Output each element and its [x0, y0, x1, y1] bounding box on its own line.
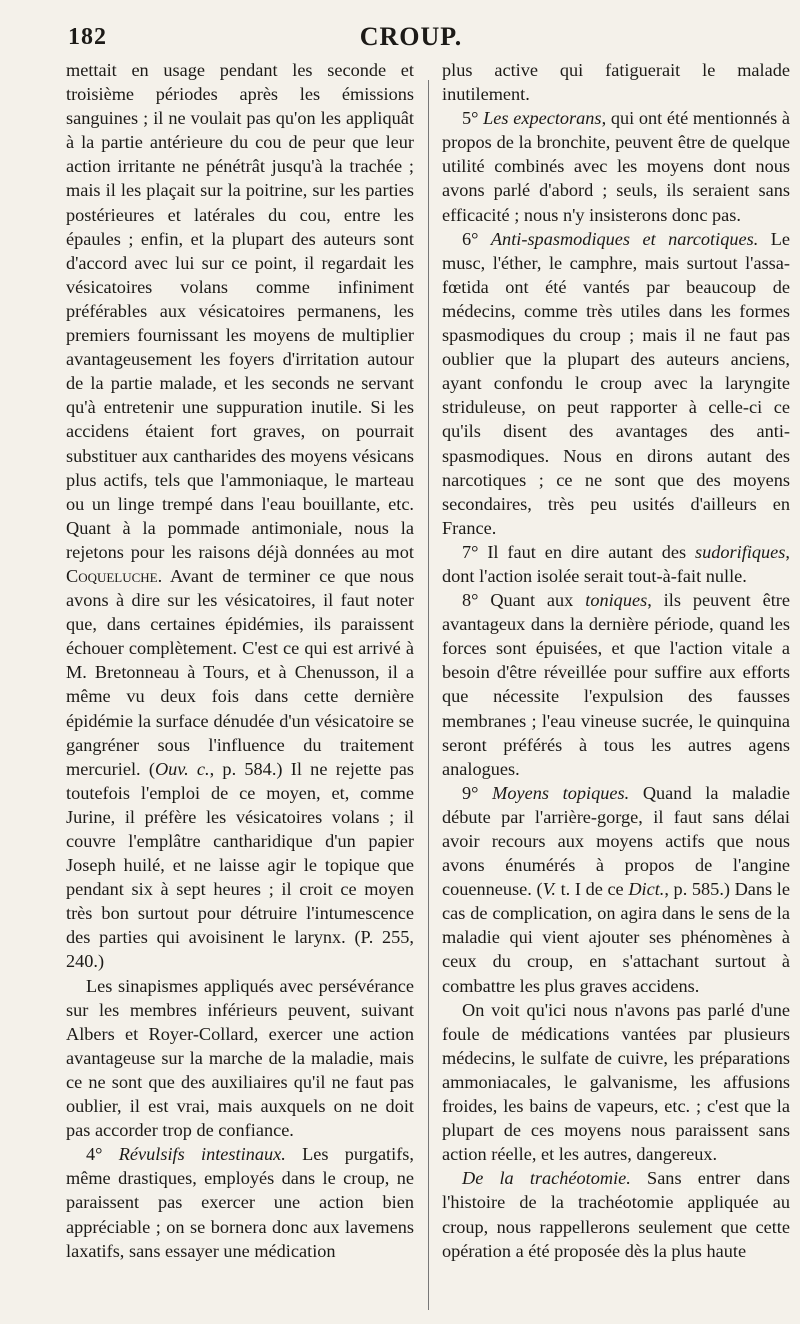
text-run: Sans entrer dans l'histoire de la trachéotomie appliquée au croup, nous rappellerons seulement que cette opération a été proposée dès la plus haute — [442, 1168, 790, 1261]
text-run: , dont l'action isolée serait tout-à-fait nulle. — [442, 541, 790, 586]
citation-ref: Ouv. c. — [154, 758, 210, 779]
citation-ref: Dict. — [628, 879, 665, 900]
section-heading: toniques — [585, 590, 648, 611]
section-number: 6° — [462, 228, 479, 249]
right-column — [442, 58, 790, 1263]
left-column — [66, 58, 414, 1263]
section-heading: Moyens topiques. — [492, 782, 630, 803]
section-number: 7° — [462, 541, 479, 562]
text-run: , p. 584.) Il ne rejette pas toutefois l'emploi de ce moyen, et, comme Jurine, il préfère les vésicatoires volans ; il couvre l'emplâtre cantharidique d'un papier Joseph huilé, et ne laisse agir le topique que pendant six à sept heures ; il croit ce moyen très bon surtout pour détruire l'intumescence des parties qui avoisinent le larynx. (P. 255, 240.) — [66, 758, 414, 972]
cross-reference-term: Coqueluche — [66, 565, 158, 586]
text-run: mettait en usage pendant les seconde et troisième périodes après les émissions sanguines ; il ne voulait pas qu'on les appliquât à la partie antérieure du cou de peur que leur action irritante ne pénétrât jusqu'à la trachée ; mais il les plaçait sur la poitrine, sur les parties postérieures et latérales du cou, entre les épaules ; enfin, et la plupart des auteurs sont d'accord avec lui sur ce point, il regardait les vésicatoires volans comme infiniment préférables aux vésicatoires permanens, les premiers fournissant les moyens de multiplier avantageusement les foyers d'irritation autour de la partie malade, et les seconds ne servant qu'à entretenir une suppuration inutile. Si les accidens étaient fort graves, on pourrait substituer aux cantharides des moyens vésicans plus actifs, tels que l'ammoniaque, le marteau ou un linge trempé dans l'eau bouillante, etc. Quant à la pommade antimoniale, nous la rejetons pour les raisons déjà données au mot — [66, 60, 414, 562]
text-run: t. I de ce — [555, 879, 629, 900]
section-heading: De la trachéotomie. — [462, 1168, 631, 1189]
text-run: plus active qui fatiguerait le malade inutilement. — [442, 60, 790, 105]
section-heading: sudorifiques — [695, 541, 786, 562]
paragraph-topiques — [442, 781, 790, 998]
text-run: Il faut en dire autant des — [478, 541, 696, 562]
paragraph-sudorifiques — [442, 540, 790, 588]
text-run: Les sinapismes appliqués avec persévérance sur les membres inférieurs peuvent, suivant Albers et Royer-Collard, exercer une action avantageuse sur la marche de la maladie, mais ce ne sont que des auxiliaires qu'il ne faut pas oublier, il est vrai, mais auxquels on ne doit pas accorder trop de confiance. — [66, 975, 414, 1141]
section-heading: Révulsifs intestinaux. — [118, 1144, 286, 1165]
text-run: Quant aux — [478, 590, 586, 611]
text-run: On voit qu'ici nous n'avons pas parlé d'une foule de médications vantées par plusieurs médecins, le sulfate de cuivre, les préparations ammoniacales, le galvanisme, les affusions froides, les bains de vapeurs, etc. ; c'est que la plupart de ces moyens nous paraissent sans action réelle, et les autres, dangereux. — [442, 999, 790, 1165]
page-header — [68, 18, 754, 58]
text-run: , p. 585.) Dans le cas de complication, on agira dans le sens de la maladie qui vient ajouter ses phénomènes à ceux du croup, en s'attachant surtout à combattre les plus graves accidens. — [442, 879, 790, 996]
column-divider — [428, 80, 429, 1310]
paragraph-tracheotomie — [442, 1166, 790, 1262]
running-title: CROUP. — [359, 22, 463, 51]
section-number: 4° — [86, 1144, 103, 1165]
section-number: 8° — [462, 590, 479, 611]
section-heading: Anti-spasmodiques et narcotiques. — [490, 228, 759, 249]
page-number: 182 — [68, 24, 107, 50]
paragraph-medications — [442, 998, 790, 1167]
paragraph-revulsifs — [66, 1142, 414, 1262]
paragraph-sinapismes — [66, 974, 414, 1143]
text-run: Les purgatifs, même drastiques, employés dans le croup, ne paraissent pas exercer une action bien appréciable ; on se bornera donc aux lavemens laxatifs, sans essayer une médication — [66, 1144, 414, 1261]
citation-ref: V. — [542, 879, 556, 900]
text-run: , qui ont été mentionnés à propos de la bronchite, peuvent être de quelque utilité combinés avec les moyens dont nous avons parlé d'abord ; seuls, ils seraient sans efficacité ; nous n'y insisterons donc pas. — [442, 108, 790, 225]
text-run: Quand la maladie débute par l'arrière-gorge, il faut sans délai avoir recours aux moyens actifs que nous avons énumérés à propos de l'angine couenneuse. ( — [442, 782, 790, 900]
paragraph-anti-spasmodiques — [442, 227, 790, 540]
paragraph-vesicatoires — [66, 58, 414, 974]
section-number: 9° — [462, 782, 479, 803]
paragraph-expectorans — [442, 106, 790, 226]
text-run: Le musc, l'éther, le camphre, mais surtout l'assa-fœtida ont été vantés par beaucoup de médecins, comme très utiles dans les formes spasmodiques du croup ; mais il ne faut pas oublier que la plupart des auteurs anciens, ayant confondu le croup avec la laryngite striduleuse, on peut rapporter à celle-ci ce qu'ils disent des avantages des anti-spasmodiques. Nous en dirons autant des narcotiques ; ce ne sont que des moyens secondaires, très peu usités d'ailleurs en France. — [442, 228, 790, 538]
paragraph-continuation — [442, 58, 790, 106]
section-heading: Les expectorans — [483, 108, 602, 129]
paragraph-toniques — [442, 588, 790, 781]
text-run: . Avant de terminer ce que nous avons à dire sur les vésicatoires, il faut noter que, dans certaines épidémies, ils paraissent échouer complètement. C'est ce qui est arrivé à M. Bretonneau à Tours, et à Chenusson, il a même vu deux fois dans cette dernière épidémie la surface dénudée d'un vésicatoire se gangréner sous l'influence du traitement mercuriel. ( — [66, 565, 414, 779]
text-run: , ils peuvent être avantageux dans la dernière période, quand les forces sont épuisées, et que l'action vitale a besoin d'être réveillée pour suffire aux efforts que nécessite l'expulsion des fausses membranes ; l'eau vineuse sucrée, le quinquina seront préférés à tous les autres agens analogues. — [442, 590, 790, 779]
section-number: 5° — [462, 108, 479, 129]
